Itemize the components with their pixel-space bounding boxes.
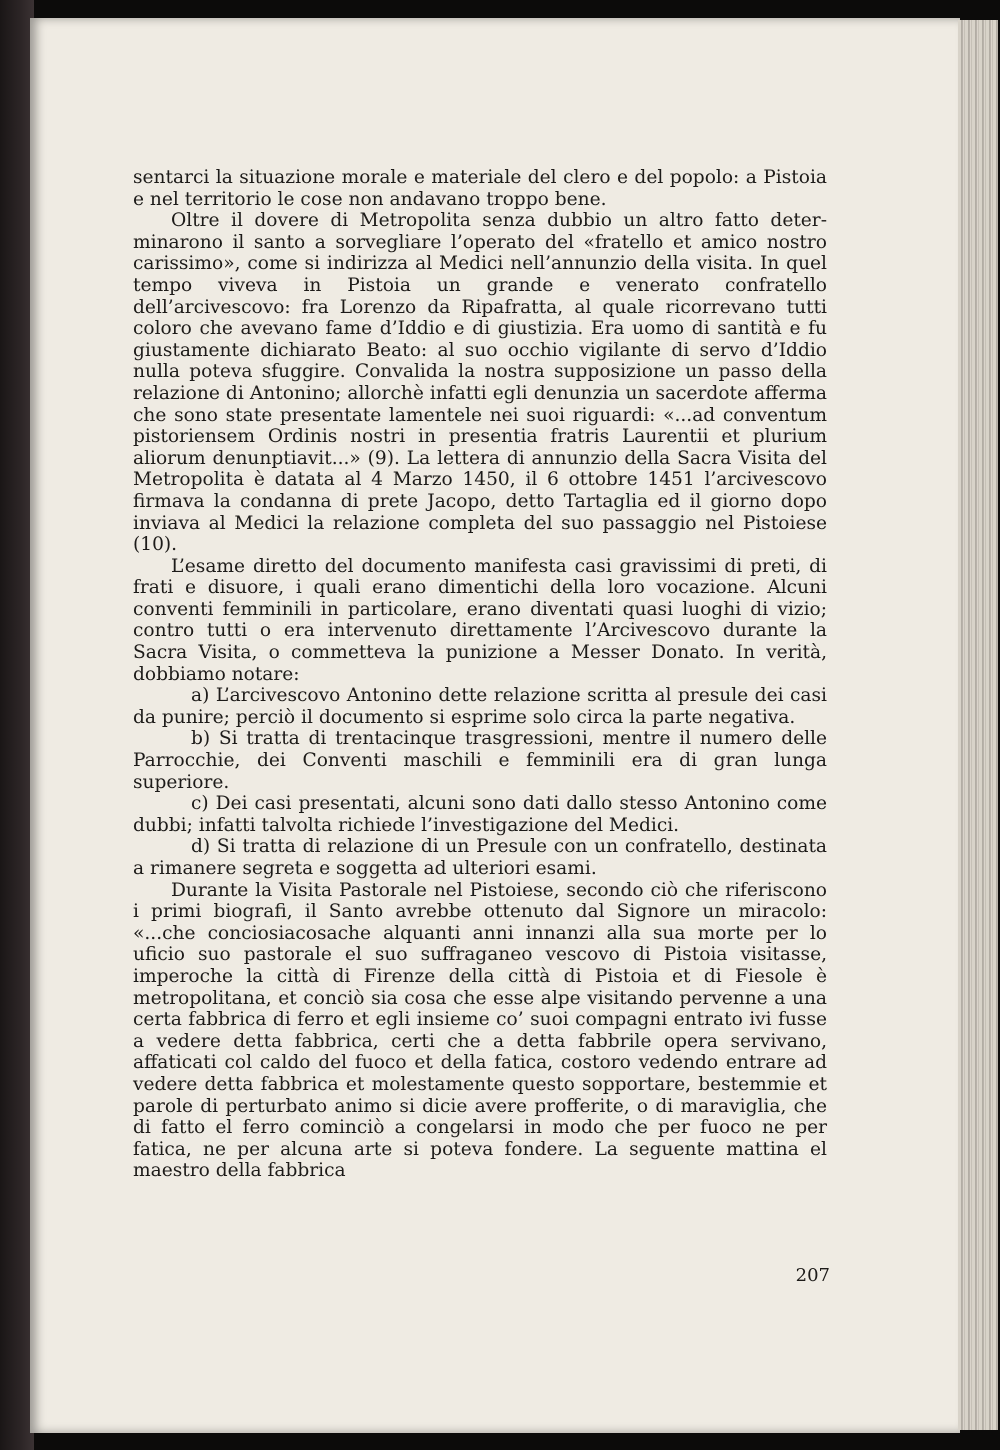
list-item-d: d) Si tratta di relazione di un Presule con un confratello, destinata a rimanere segreta e soggetta ad ulteriori esami. [133,836,827,879]
paragraph-miracolo: Durante la Visita Pastorale nel Pistoiese, secondo ciò che riferiscono i primi biografi, il Santo avrebbe ottenuto dal Signore un miracolo: «...che conciosiacosache alquanti anni innanzi alla sua morte per lo uficio suo pastorale el suo suffraganeo vescovo di Pistoia visitasse, imperoche la città di Firenze della città di Pistoia et di Fiesole è metropolitana, et conciò sia cosa che esse alpe visitando pervenne a una certa fabbrica di ferro et egli insieme co’ suoi compagni entrato ivi fusse a vedere detta fabbrica, certi che a detta fabbrile opera servivano, affaticati col caldo del fuoco et della fatica, costoro vedendo entrare ad vedere detta fabbrica et molestamente questo sopportare, bestemmie et parole di perturbato animo si dicie avere profferite, o di maraviglia, che di fatto el ferro cominciò a congelarsi in modo che per fuoco ne per fatica, ne per alcuna arte si poteva fondere. La seguente mattina el maestro della fabbrica [133,879,827,1182]
list-item-b: b) Si tratta di trentacinque trasgressioni, mentre il numero delle Parrocchie, dei Conventi maschili e femminili era di gran lunga superiore. [133,728,827,793]
list-item-c: c) Dei casi presentati, alcuni sono dati dallo stesso Antonino come dubbi; infatti talvolta richiede l’investigazione del Medici. [133,793,827,836]
paragraph-continuation: sentarci la situazione morale e materiale del clero e del popolo: a Pistoia e nel territorio le cose non andavano troppo bene. [133,167,827,210]
page-number: 207 [795,1265,830,1286]
book-cover-edge [0,0,34,1450]
page-stack-edge [958,20,998,1430]
paragraph-esame: L’esame diretto del documento manifesta casi gravissimi di preti, di frati e disuore, i quali erano dimentichi della loro vocazione. Alcuni conventi femminili in particolare, erano diventati quasi luoghi di vizio; contro tutti o era intervenuto direttamente l’Arcivescovo durante la Sacra Visita, o commetteva la punizione a Messer Donato. In verità, dobbiamo notare: [133,555,827,685]
list-item-a: a) L’arcivescovo Antonino dette relazione scritta al presule dei casi da punire; perciò il documento si esprime solo circa la parte negativa. [133,685,827,728]
body-text [133,167,827,1182]
paragraph-metropolita: Oltre il dovere di Metropolita senza dubbio un altro fatto determinarono il santo a sorvegliare l’operato del «fratello et amico nostro carissimo», come si indirizza al Medici nell’annunzio della visita. In quel tempo viveva in Pistoia un grande e venerato confratello dell’arcivescovo: fra Lorenzo da Ripafratta, al quale ricorrevano tutti coloro che avevano fame d’Iddio e di giustizia. Era uomo di santità e fu giustamente dichiarato Beato: al suo occhio vigilante di servo d’Iddio nulla poteva sfuggire. Convalida la nostra supposizione un passo della relazione di Antonino; allorchè infatti egli denunzia un sacerdote afferma che sono state presentate lamentele nei suoi riguardi: «...ad conventum pistoriensem Ordinis nostri in presentia fratris Laurentii et plurium aliorum denunptiavit...» (9). La lettera di annunzio della Sacra Visita del Metropolita è datata al 4 Marzo 1450, il 6 ottobre 1451 l’arcivescovo firmava la condanna di prete Jacopo, detto Tartaglia ed il giorno dopo inviava al Medici la relazione completa del suo passaggio nel Pistoiese (10). [133,210,827,556]
